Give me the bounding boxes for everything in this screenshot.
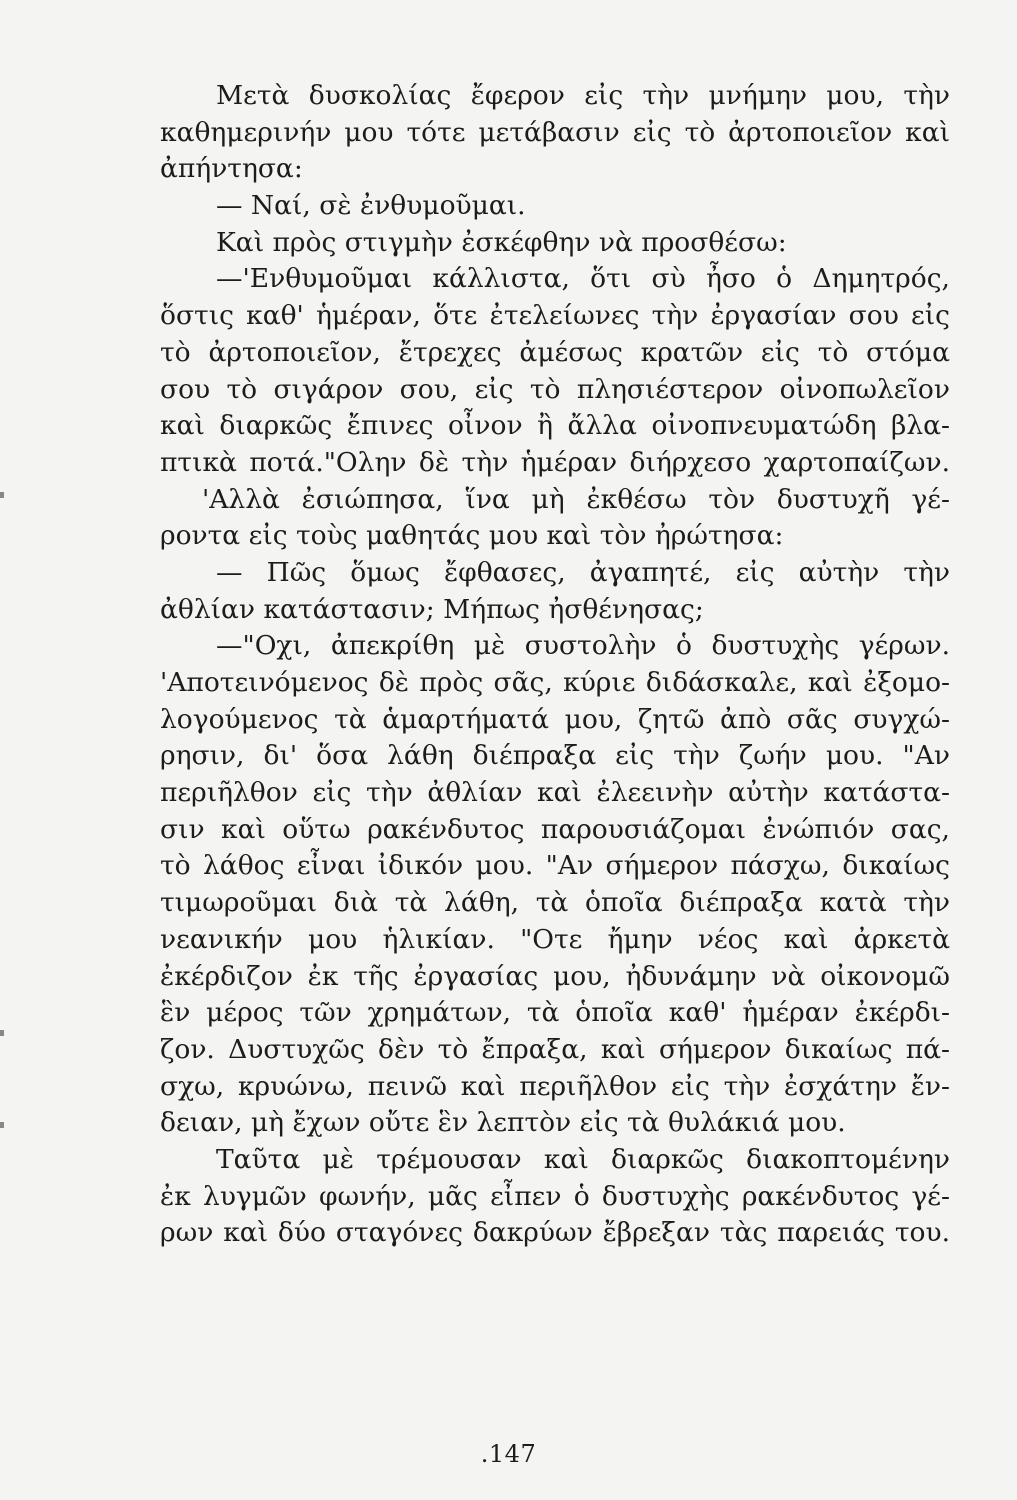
text-line: Μετὰ δυσκολίας ἔφερον εἰς τὴν μνήμην μου, τὴν [216,80,950,111]
text-line: ἀπήντησα: [160,153,303,185]
text-line: ἐκ λυγμῶν φωνήν, μᾶς εἶπεν ὁ δυστυχὴς ρακένδυτος γέ- [160,1180,950,1212]
text-line: ἓν μέρος τῶν χρημάτων, τὰ ὁποῖα καθ' ἡμέραν ἐκέρδι- [160,997,950,1029]
text-line: ζον. Δυστυχῶς δὲν τὸ ἔπραξα, καὶ σήμερον δικαίως πά- [160,1033,950,1065]
text-line: περιῆλθον εἰς τὴν ἀθλίαν καὶ ἐλεεινὴν αὐτὴν κατάστα- [160,777,950,809]
text-line: ἀθλίαν κατάστασιν; Μήπως ἠσθένησας; [160,593,704,625]
text-line: ὅστις καθ' ἡμέραν, ὅτε ἐτελείωνες τὴν ἐργασίαν σου εἰς [160,300,950,332]
text-line: — Πῶς ὅμως ἔφθασες, ἀγαπητέ, εἰς αὐτὴν τὴν [216,556,950,588]
text-line: 'Αποτεινόμενος δὲ πρὸς σᾶς, κύριε διδάσκαλε, καὶ ἐξομο- [160,667,950,698]
text-line: λογούμενος τὰ ἁμαρτήματά μου, ζητῶ ἀπὸ σᾶς συγχώ- [160,703,950,735]
text-line: —'Ενθυμοῦμαι κάλλιστα, ὅτι σὺ ἦσο ὁ Δημητρός, [216,263,950,295]
text-line: καθημερινήν μου τότε μετάβασιν εἰς τὸ ἀρτοποιεῖον καὶ [160,116,950,148]
text-line: τὸ ἀρτοποιεῖον, ἔτρεχες ἀμέσως κρατῶν εἰς τὸ στόμα [160,336,950,368]
binding-mark [0,1122,4,1128]
text-line: —"Οχι, ἀπεκρίθη μὲ συστολὴν ὁ δυστυχὴς γέρων. [216,630,950,662]
text-line: καὶ διαρκῶς ἔπινες οἶνον ἢ ἄλλα οἰνοπνευματώδη βλα- [160,410,950,442]
text-line: ρων καὶ δύο σταγόνες δακρύων ἔβρεξαν τὰς παρειάς του. [160,1217,950,1249]
text-line: τιμωροῦμαι διὰ τὰ λάθη, τὰ ὁποῖα διέπραξα κατὰ τὴν [160,887,950,919]
text-line: Ταῦτα μὲ τρέμουσαν καὶ διαρκῶς διακοπτομένην [216,1143,950,1175]
text-line: σχω, κρυώνω, πεινῶ καὶ περιῆλθον εἰς τὴν ἐσχάτην ἔν- [160,1070,950,1102]
text-line: ροντα εἰς τοὺς μαθητάς μου καὶ τὸν ἠρώτησα: [160,520,784,552]
text-line: σου τὸ σιγάρον σου, εἰς τὸ πλησιέστερον οἰνοπωλεῖον [160,373,950,405]
text-line: δειαν, μὴ ἔχων οὔτε ἓν λεπτὸν εἰς τὰ θυλάκιά μου. [160,1107,846,1139]
text-line: πτικὰ ποτά."Ολην δὲ τὴν ἡμέραν διήρχεσο χαρτοπαίζων. [160,446,950,478]
text-line: νεανικήν μου ἡλικίαν. "Οτε ἤμην νέος καὶ ἀρκετὰ [160,923,950,955]
binding-mark [0,492,4,498]
text-line: τὸ λάθος εἶναι ἰδικόν μου. "Αν σήμερον πάσχω, δικαίως [160,850,950,882]
text-line: Καὶ πρὸς στιγμὴν ἐσκέφθην νὰ προσθέσω: [216,226,787,258]
binding-mark [0,1030,4,1036]
text-line: ρησιν, δι' ὅσα λάθη διέπραξα εἰς τὴν ζωήν μου. "Αν [160,740,950,772]
page-number: .147 [480,1440,537,1468]
text-line: — Ναί, σὲ ἐνθυμοῦμαι. [216,190,526,222]
text-line: ἐκέρδιζον ἐκ τῆς ἐργασίας μου, ἠδυνάμην νὰ οἰκονομῶ [160,960,950,992]
body-text [160,78,950,1252]
text-line: σιν καὶ οὕτω ρακένδυτος παρουσιάζομαι ἐνώπιόν σας, [160,813,950,845]
text-line: 'Αλλὰ ἐσιώπησα, ἵνα μὴ ἐκθέσω τὸν δυστυχῆ γέ- [202,483,950,515]
